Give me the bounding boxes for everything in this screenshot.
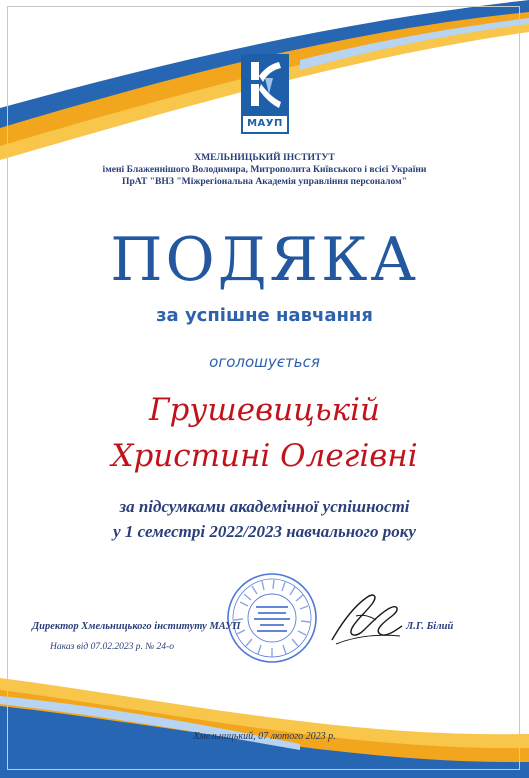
institution-patron: імені Блаженнішого Володимира, Митрополита Київського і всієї України [102, 164, 427, 175]
recipient-given-names: Христині Олегівні [111, 438, 418, 474]
maup-emblem-icon [241, 54, 289, 114]
recipient-surname: Грушевицькій [149, 392, 380, 428]
order-reference: Наказ від 07.02.2023 р. № 24-о [50, 642, 174, 652]
announce-text: оголошується [209, 353, 320, 371]
handwritten-signature [326, 586, 406, 648]
signer-name: Л.Г. Білий [406, 621, 454, 632]
certificate-title: ПОДЯКА [110, 225, 419, 295]
director-title: Директор Хмельницького інституту МАУП [32, 621, 241, 632]
institution-name: ХМЕЛЬНИЦЬКИЙ ІНСТИТУТ [194, 152, 335, 163]
maup-brand-text: МАУП [241, 114, 289, 134]
official-seal-stamp [226, 572, 318, 664]
certificate-subtitle: за успішне навчання [156, 305, 373, 326]
reason-line-2: у 1 семестрі 2022/2023 навчального року [113, 522, 416, 541]
institution-parent: ПрАТ "ВНЗ "Міжрегіональна Академія управління персоналом" [122, 176, 407, 187]
reason-line-1: за підсумками академічної успішності [119, 497, 410, 516]
maup-logo [241, 54, 289, 134]
place-and-date: Хмельницький, 07 лютого 2023 р. [193, 731, 336, 742]
